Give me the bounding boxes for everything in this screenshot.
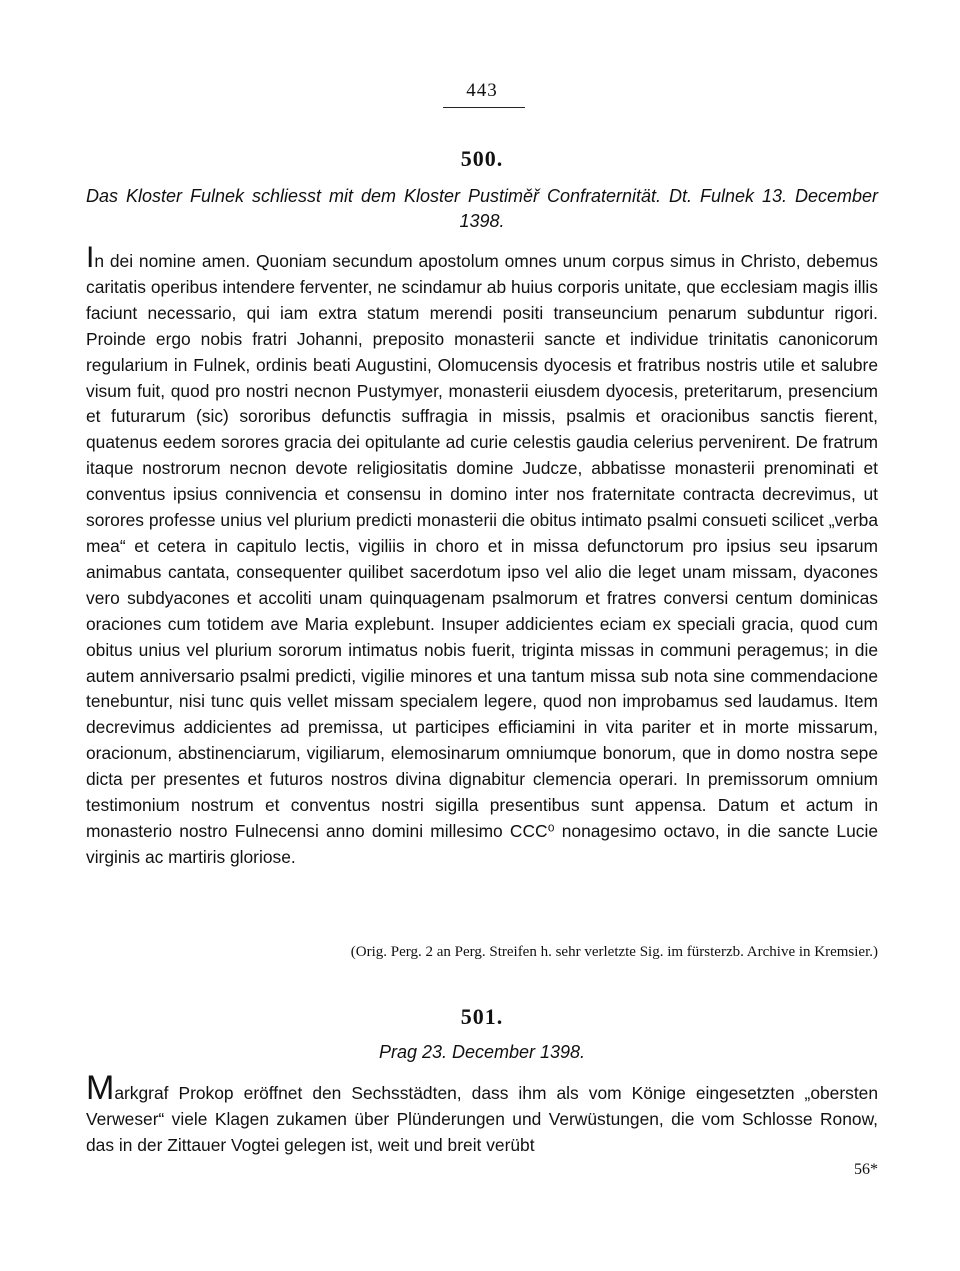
doc-number-500: 500. bbox=[460, 146, 504, 171]
page-number-rule bbox=[443, 107, 525, 108]
page-number: 443 bbox=[466, 80, 498, 101]
source-note-500: (Orig. Perg. 2 an Perg. Streifen h. sehr verletzte Sig. im fürsterzb. Archive in Kremsier.) bbox=[350, 944, 878, 960]
initial-letter: M bbox=[86, 1069, 115, 1107]
signature-mark: 56* bbox=[854, 1161, 878, 1178]
doc-body-500 bbox=[86, 241, 878, 871]
doc-body-text-501: arkgraf Prokop eröffnet den Sechsstädten, dass ihm als vom Könige eingesetzten „obersten Verweser“ viele Klagen zukamen über Plünderungen und Verwüstungen, die vom Schlosse Ronow, das in der Zittauer Vogtei gelegen ist, weit und breit verübt bbox=[86, 1083, 878, 1155]
document-page bbox=[86, 0, 878, 1271]
doc-body-text-500: n dei nomine amen. Quoniam secundum apostolum omnes unum corpus simus in Christo, debemus caritatis operibus intendere ferventer, ne scindamur ab huius corporis unitate, que ecclesiam magis illis faciunt necessario, qui iam extra statum merendi positi transeuncium penarum subduntur rigori. Proinde ergo nobis fratri Johanni, preposito monasterii sancte et individue trinitatis canonicorum regularium in Fulnek, ordinis beati Augustini, Olomucensis dyocesis et fratribus nostris utile et salubre visum fuit, quod pro nostri necnon Pustymyer, monasterii eiusdem dyocesis, preteritarum, presencium et futurarum (sic) sororibus defunctis suffragia in missis, psalmis et oracionibus sanctis fierent, quatenus eedem sorores gracia dei opitulante ad curie celestis gaudia celerius pervenirent. De fratrum itaque nostrorum necnon devote religiositatis domine Judcze, abbatisse monasterii prenominati et conventus ipsius connivencia et consensu in domino inter nos fraternitate contracta decrevimus, ut sorores professe unius vel plurium predicti monasterii die obitus intimato psalmi consueti scilicet „verba mea“ et cetera in capitulo lectis, vigiliis in choro et in missa defunctorum pro ipsius seu ipsarum animabus cantata, consequenter quilibet sacerdotum ipso vel alio die leget unam missam, dyacones vero subdyacones et accoliti unam quinquagenam psalmorum et fratres conversi centum dominicas oraciones cum totidem ave Maria explebunt. Insuper addicientes eciam ex speciali gracia, quod cum obitus unius vel plurium sororum intimatus nobis fuerit, triginta missas in communi peragemus; in die autem anniversario psalmi predicti, vigilie minores et una tantum missa sub nota sine commendacione tenebuntur, nisi tunc quis vellet missam specialem legere, quod non improbamus sed laudamus. Item decrevimus addicientes ad premissa, ut participes efficiamini in vita pariter et in morte missarum, oracionum, abstinenciarum, vigiliarum, elemosinarum omniumque bonorum, que in domo nostra sepe dicta per presentes et futuros nostros divina dignabitur clemencia operari. In premissorum omnium testimonium nostrum et conventus nostri sigilla presentibus sunt appensa. Datum et actum in monasterio nostro Fulnecensi anno domini millesimo CCC⁰ nonagesimo octavo, in die sancte Lucie virginis ac martiris gloriose. bbox=[86, 251, 878, 867]
doc-title-501: Prag 23. December 1398. bbox=[378, 1042, 586, 1062]
doc-body-501 bbox=[86, 1069, 878, 1159]
doc-number-501: 501. bbox=[460, 1004, 504, 1029]
doc-title-500: Das Kloster Fulnek schliesst mit dem Kloster Pustiměř Confraternität. Dt. Fulnek 13. December 1398. bbox=[86, 186, 878, 231]
initial-letter: I bbox=[86, 241, 95, 274]
